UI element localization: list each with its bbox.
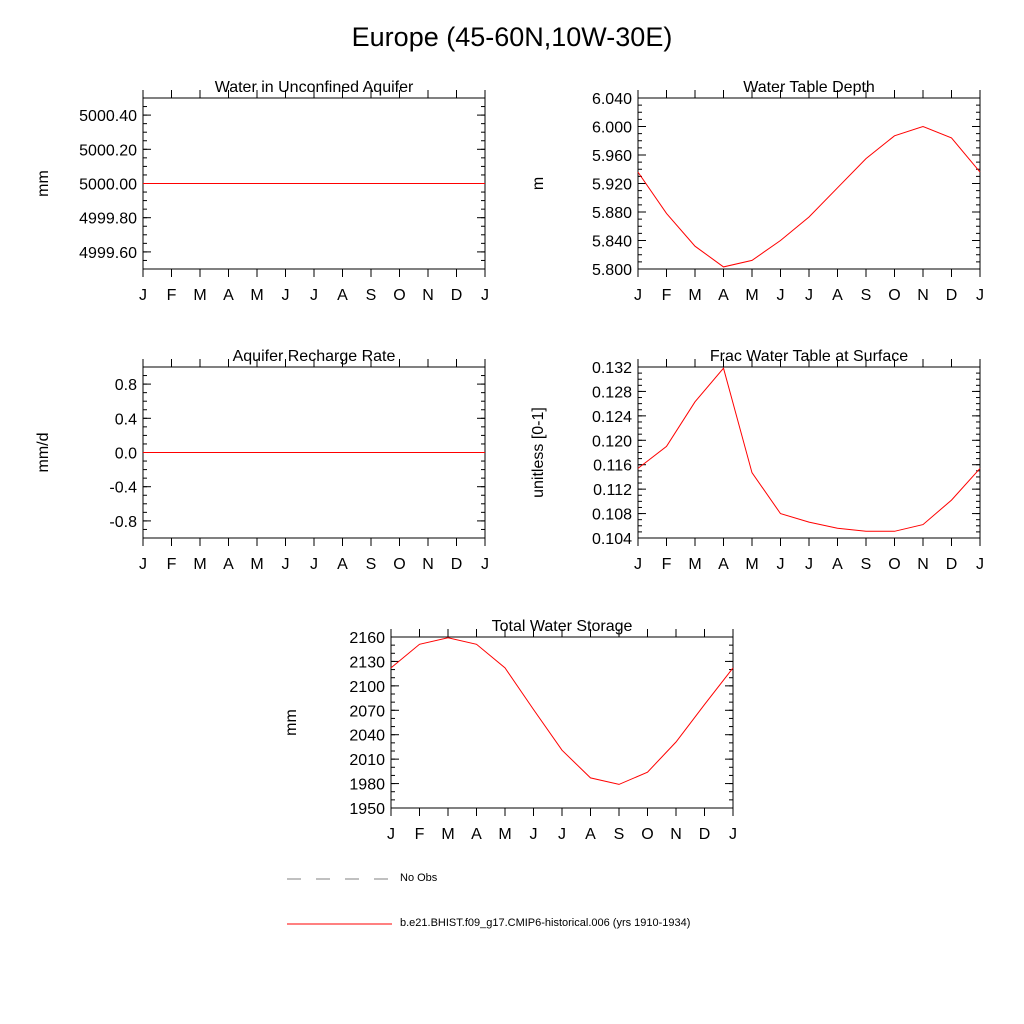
x-tick-label: O [888,556,901,573]
panel-title: Water Table Depth [743,79,875,96]
x-tick-label: J [805,287,813,304]
x-tick-label: O [393,287,406,304]
x-tick-label: A [337,556,348,573]
x-tick-label: A [337,287,348,304]
series-line-model [391,638,733,785]
y-tick-label: 2100 [349,678,385,696]
y-tick-label: 2040 [349,727,385,745]
y-tick-label: 6.040 [591,91,632,108]
x-tick-label: A [223,287,234,304]
x-tick-label: N [422,556,434,573]
panel-2 [530,79,984,304]
x-tick-label: J [805,556,813,573]
x-tick-label: J [310,287,318,304]
x-tick-label: N [670,826,682,843]
x-tick-label: D [945,287,958,304]
panel-5 [283,618,737,843]
x-tick-label: J [976,556,984,573]
y-tick-label: 0.104 [591,531,632,548]
x-tick-label: J [481,287,489,304]
y-tick-label: 5.880 [591,205,632,222]
x-tick-label: O [888,287,901,304]
y-tick-label: 1950 [349,801,385,818]
plot-frame [391,637,733,808]
legend-obs-label: No Obs [400,872,438,884]
y-tick-label: 4999.80 [79,210,137,228]
x-tick-label: J [481,556,489,573]
x-tick-label: M [688,556,702,573]
y-tick-label: 5.960 [591,148,632,165]
y-tick-label: -0.4 [109,479,137,497]
y-tick-label: 0.4 [114,411,137,429]
x-tick-label: J [558,826,566,843]
y-tick-label: 5000.40 [79,108,137,126]
x-tick-label: S [860,287,872,304]
legend-lines [287,879,392,924]
y-axis-label: mm [283,709,300,736]
x-tick-label: J [776,556,785,573]
x-tick-label: J [281,556,290,573]
panel-title: Aquifer Recharge Rate [232,348,396,365]
page-title: Europe (45-60N,10W-30E) [351,22,673,52]
x-tick-label: M [745,556,759,573]
x-tick-label: J [776,287,785,304]
x-tick-label: A [718,287,729,304]
x-tick-label: F [414,826,425,843]
y-axis-label: unitless [0-1] [530,407,547,498]
x-tick-label: N [917,287,929,304]
y-tick-label: 0.124 [591,408,632,426]
x-tick-label: J [139,287,147,304]
y-tick-label: 5.920 [591,176,632,194]
y-tick-label: 2130 [349,654,385,672]
x-tick-label: J [729,826,737,843]
y-tick-label: 0.108 [591,506,632,524]
x-tick-label: N [422,287,434,304]
x-tick-label: M [250,556,264,573]
x-tick-label: A [832,287,843,304]
y-tick-label: 0.120 [591,433,632,451]
y-tick-label: 2160 [349,630,385,647]
y-tick-label: -0.8 [109,513,137,531]
x-tick-label: A [718,556,729,573]
x-tick-label: F [661,556,672,573]
y-tick-label: 1980 [349,776,385,794]
y-axis-label: mm/d [35,432,52,473]
y-tick-label: 5.840 [591,233,632,251]
x-tick-label: A [471,826,482,843]
x-tick-label: J [310,556,318,573]
panels-group [35,79,984,843]
x-tick-label: M [193,287,207,304]
x-tick-label: J [529,826,538,843]
panel-1 [35,79,489,304]
x-tick-label: J [139,556,147,573]
x-tick-label: A [223,556,234,573]
x-tick-label: A [585,826,596,843]
y-tick-label: 6.000 [591,119,632,137]
x-tick-label: D [450,556,463,573]
y-tick-label: 2010 [349,752,385,770]
x-tick-label: S [860,556,872,573]
y-tick-label: 4999.60 [79,244,137,262]
x-tick-label: M [250,287,264,304]
x-tick-label: N [917,556,929,573]
y-tick-label: 0.128 [591,384,632,402]
series-line-model [638,127,980,267]
x-tick-label: M [745,287,759,304]
y-axis-label: mm [35,170,52,197]
x-tick-label: D [450,287,463,304]
panel-4 [530,348,984,573]
x-tick-label: A [832,556,843,573]
x-tick-label: J [281,287,290,304]
x-tick-label: F [166,556,177,573]
y-tick-label: 0.0 [114,445,137,463]
plot-frame [638,367,980,538]
panel-title: Water in Unconfined Aquifer [214,79,414,96]
legend-model-label: b.e21.BHIST.f09_g17.CMIP6-historical.006 (yrs 1910-1934) [400,917,691,929]
x-tick-label: O [393,556,406,573]
x-tick-label: F [661,287,672,304]
x-tick-label: M [688,287,702,304]
x-tick-label: M [441,826,455,843]
y-tick-label: 0.116 [593,457,632,475]
panel-3 [35,348,489,573]
x-tick-label: J [634,287,642,304]
x-tick-label: O [641,826,654,843]
panel-title: Total Water Storage [491,618,633,635]
x-tick-label: M [193,556,207,573]
y-tick-label: 5000.00 [79,176,137,194]
y-tick-label: 5000.20 [79,142,137,160]
y-axis-label: m [530,176,547,191]
panel-title: Frac Water Table at Surface [709,348,909,365]
x-tick-label: J [634,556,642,573]
plot-frame [638,98,980,269]
series-line-model [638,368,980,531]
x-tick-label: D [698,826,711,843]
x-tick-label: D [945,556,958,573]
y-tick-label: 0.8 [114,377,137,395]
x-tick-label: S [365,556,377,573]
y-tick-label: 2070 [349,703,385,721]
x-tick-label: F [166,287,177,304]
y-tick-label: 0.132 [591,360,632,377]
x-tick-label: S [365,287,377,304]
y-tick-label: 0.112 [593,482,632,500]
x-tick-label: J [976,287,984,304]
y-tick-label: 5.800 [591,262,632,279]
x-tick-label: S [613,826,625,843]
x-tick-label: J [387,826,395,843]
x-tick-label: M [498,826,512,843]
